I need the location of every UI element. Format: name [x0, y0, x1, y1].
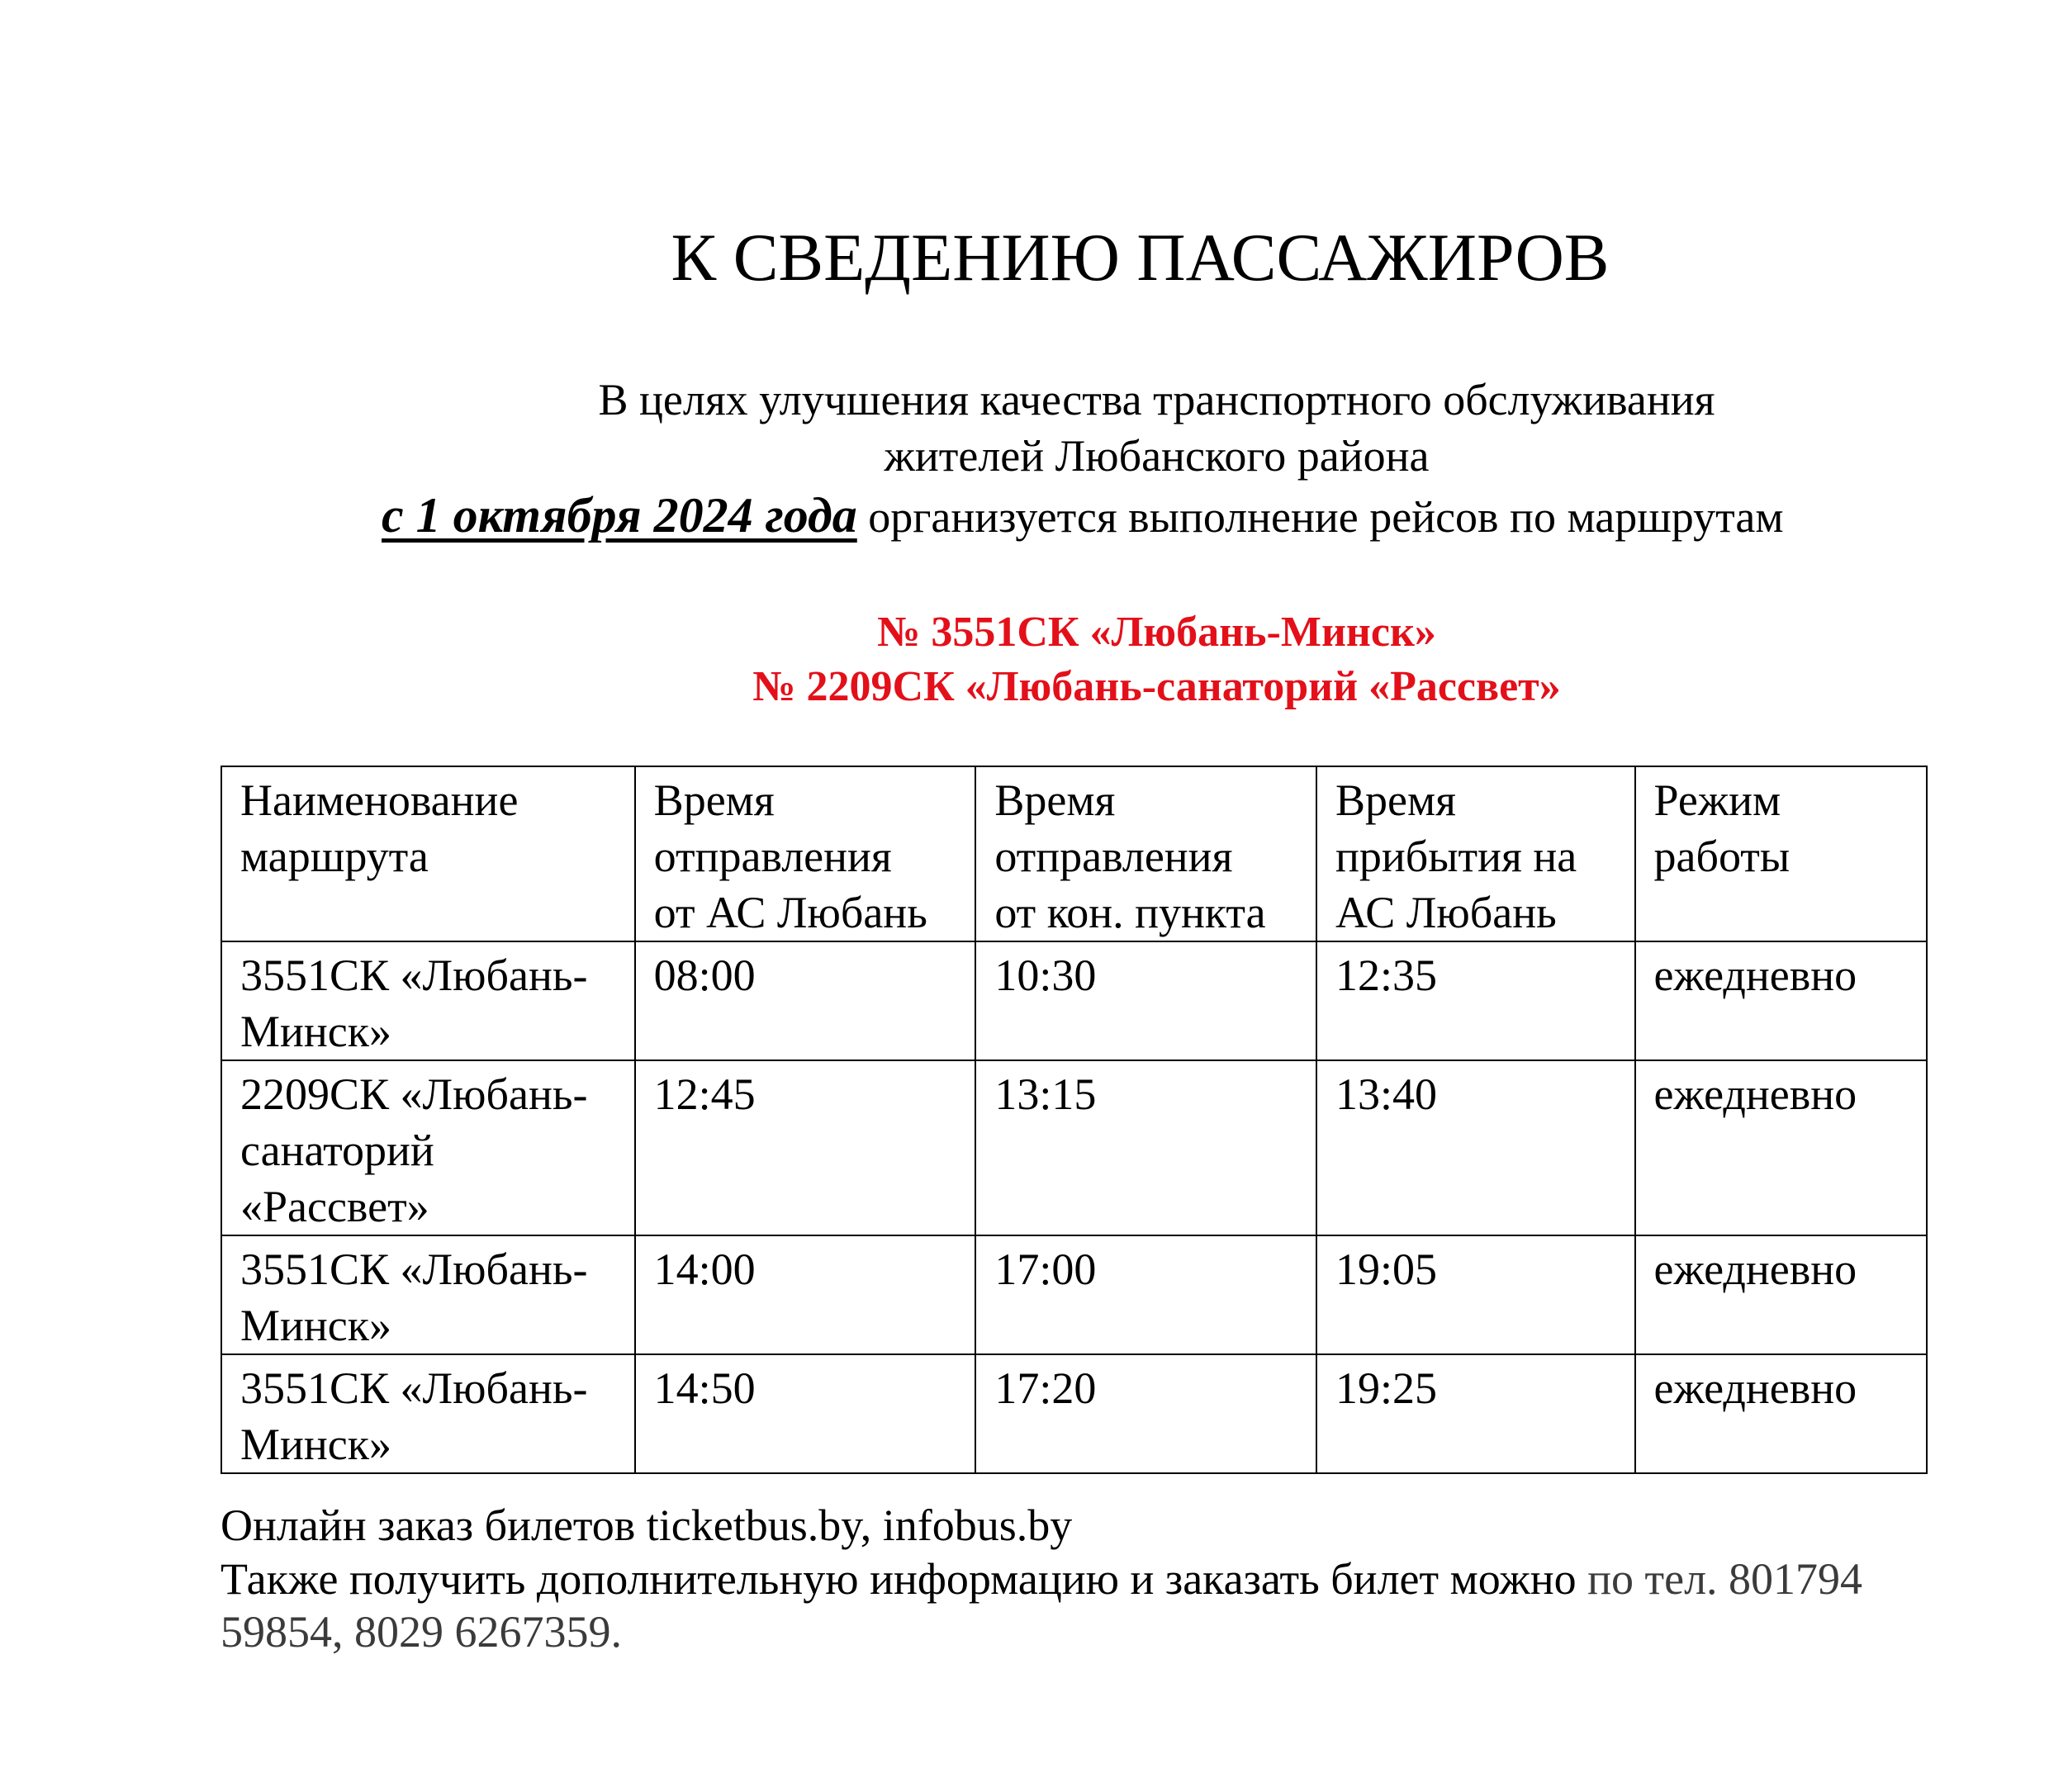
- table-row: [221, 941, 1927, 1060]
- cell-route: 3551СК «Любань- Минск»: [221, 941, 635, 1060]
- cell-mode: ежедневно: [1635, 1354, 1927, 1473]
- cell-depart-lyuban: 14:50: [635, 1354, 976, 1473]
- phone-numbers-part-1: по тел. 801794: [1587, 1554, 1863, 1604]
- intro-line-3: [382, 487, 1784, 545]
- cell-arrive-lyuban: 13:40: [1316, 1060, 1635, 1235]
- route-highlight-2209: № 2209СК «Любань-санаторий «Рассвет»: [752, 663, 1561, 710]
- cell-depart-terminal: 17:20: [975, 1354, 1316, 1473]
- table-row: [221, 1060, 1927, 1235]
- intro-line-1: В целях улучшения качества транспортного обслуживания: [598, 375, 1715, 424]
- cell-route: 3551СК «Любань- Минск»: [221, 1354, 635, 1473]
- table-row: [221, 1354, 1927, 1473]
- intro-line-3-rest: организуется выполнение рейсов по маршрутам: [856, 492, 1784, 542]
- header-depart-terminal: Время отправления от кон. пункта: [975, 766, 1316, 941]
- route-highlight-3551: № 3551СК «Любань-Минск»: [877, 609, 1436, 656]
- effective-date: с 1 октября 2024 года: [382, 488, 857, 543]
- table-row: [221, 1235, 1927, 1354]
- cell-depart-lyuban: 14:00: [635, 1235, 976, 1354]
- cell-mode: ежедневно: [1635, 1060, 1927, 1235]
- cell-depart-terminal: 10:30: [975, 941, 1316, 1060]
- header-mode: Режим работы: [1635, 766, 1927, 941]
- cell-mode: ежедневно: [1635, 1235, 1927, 1354]
- cell-route: 3551СК «Любань- Минск»: [221, 1235, 635, 1354]
- cell-arrive-lyuban: 19:25: [1316, 1354, 1635, 1473]
- phone-numbers-part-2: 59854, 8029 6267359.: [221, 1607, 622, 1657]
- cell-mode: ежедневно: [1635, 941, 1927, 1060]
- cell-route: 2209СК «Любань- санаторий «Рассвет»: [221, 1060, 635, 1235]
- cell-depart-lyuban: 12:45: [635, 1060, 976, 1235]
- page-title: К СВЕДЕНИЮ ПАССАЖИРОВ: [671, 220, 1610, 295]
- table-header-row: [221, 766, 1927, 941]
- header-arrive-lyuban: Время прибытия на АС Любань: [1316, 766, 1635, 941]
- schedule-table: [221, 766, 1928, 1474]
- header-depart-lyuban: Время отправления от АС Любань: [635, 766, 976, 941]
- cell-depart-lyuban: 08:00: [635, 941, 976, 1060]
- online-booking-note: Онлайн заказ билетов ticketbus.by, infobus.by: [221, 1500, 1073, 1550]
- cell-depart-terminal: 17:00: [975, 1235, 1316, 1354]
- phone-info-line-1: Также получить дополнительную информацию и заказать билет можно по тел. 801794: [221, 1554, 1863, 1604]
- header-route-name: Наименование маршрута: [221, 766, 635, 941]
- cell-arrive-lyuban: 12:35: [1316, 941, 1635, 1060]
- cell-arrive-lyuban: 19:05: [1316, 1235, 1635, 1354]
- intro-line-2: жителей Любанского района: [884, 431, 1430, 481]
- cell-depart-terminal: 13:15: [975, 1060, 1316, 1235]
